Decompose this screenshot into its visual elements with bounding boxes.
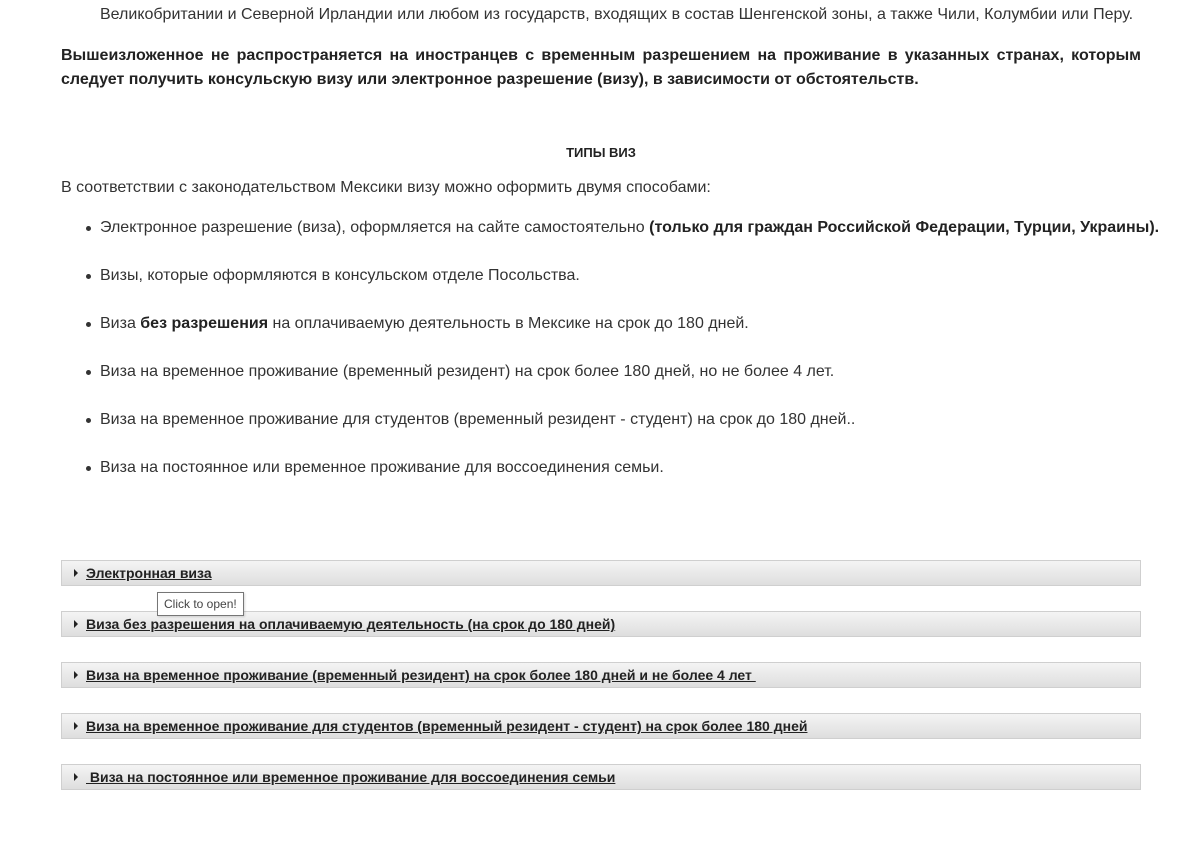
paragraph-notice: Вышеизложенное не распространяется на иностранцев с временным разрешением на проживание в указанных странах, которым следует получить консульскую визу или электронное разрешение (визу), в зависимости от обстоятельств. (61, 47, 1141, 88)
list-item: Виза без разрешения на оплачиваемую деятельность в Мексике на срок до 180 дней. (100, 312, 1180, 336)
caret-right-icon (74, 620, 78, 628)
list-item: Виза на временное проживание для студентов (временный резидент - студент) на срок до 180 дней.. (100, 408, 1180, 432)
accordion-label[interactable]: Виза на временное проживание для студентов (временный резидент - студент) на срок более 180 дней (86, 718, 808, 734)
accordion-label[interactable]: Виза на постоянное или временное проживание для воссоединения семьи (86, 769, 616, 785)
accordion-label[interactable]: Виза на временное проживание (временный резидент) на срок более 180 дней и не более 4 лет (86, 667, 756, 683)
section-title: ТИПЫ ВИЗ (566, 145, 636, 160)
accordion-label[interactable]: Виза без разрешения на оплачиваемую деятельность (на срок до 180 дней) (86, 616, 616, 632)
accordion-temporary-resident[interactable] (61, 662, 1141, 688)
accordion-label[interactable]: Электронная виза (86, 565, 212, 581)
list-item: Виза на постоянное или временное проживание для воссоединения семьи. (100, 456, 1180, 480)
tooltip: Click to open! (157, 592, 244, 616)
accordion-electronic-visa[interactable] (61, 560, 1141, 586)
list-item: Электронное разрешение (виза), оформляется на сайте самостоятельно (только для граждан Российской Федерации, Турции, Украины). (100, 216, 1180, 240)
visa-types-list (61, 216, 1180, 504)
caret-right-icon (74, 671, 78, 679)
accordion-family-reunification[interactable] (61, 764, 1141, 790)
paragraph-top-line: Великобритании и Северной Ирландии или любом из государств, входящих в состав Шенгенской зоны, а также Чили, Колумбии или Перу. (100, 6, 1134, 23)
list-item: Виза на временное проживание (временный резидент) на срок более 180 дней, но не более 4 лет. (100, 360, 1180, 384)
accordion-student-visa[interactable] (61, 713, 1141, 739)
caret-right-icon (74, 722, 78, 730)
list-item: Визы, которые оформляются в консульском отделе Посольства. (100, 264, 1180, 288)
caret-right-icon (74, 773, 78, 781)
paragraph-intro: В соответствии с законодательством Мексики визу можно оформить двумя способами: (61, 179, 711, 196)
caret-right-icon (74, 569, 78, 577)
